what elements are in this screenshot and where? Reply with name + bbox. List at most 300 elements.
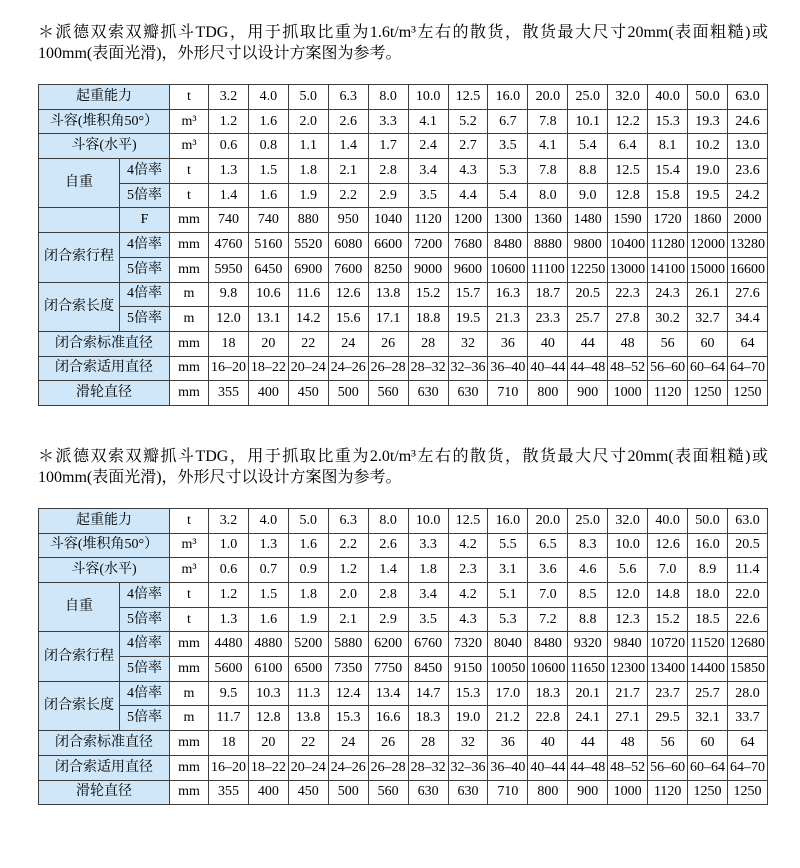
value-cell: 6080 xyxy=(328,233,368,258)
row-label: 闭合索长度 xyxy=(39,282,120,331)
unit-cell: t xyxy=(170,183,209,208)
value-cell: 20.1 xyxy=(568,681,608,706)
value-cell: 30.2 xyxy=(648,307,688,332)
value-cell: 1.8 xyxy=(288,583,328,608)
value-cell: 710 xyxy=(488,381,528,406)
value-cell: 12.5 xyxy=(608,159,648,184)
value-cell: 16–20 xyxy=(209,356,249,381)
value-cell: 16.0 xyxy=(688,533,728,558)
value-cell: 7750 xyxy=(368,657,408,682)
value-cell: 56–60 xyxy=(648,356,688,381)
table-row xyxy=(39,183,768,208)
value-cell: 12.5 xyxy=(448,85,488,110)
value-cell: 800 xyxy=(528,381,568,406)
value-cell: 1250 xyxy=(688,780,728,805)
row-label: 自重 xyxy=(39,583,120,632)
value-cell: 5880 xyxy=(328,632,368,657)
value-cell: 11.4 xyxy=(727,558,767,583)
value-cell: 8.5 xyxy=(568,583,608,608)
value-cell: 6760 xyxy=(408,632,448,657)
value-cell: 8480 xyxy=(488,233,528,258)
value-cell: 1000 xyxy=(608,381,648,406)
table-row xyxy=(39,533,768,558)
value-cell: 4.3 xyxy=(448,607,488,632)
value-cell: 18.3 xyxy=(528,681,568,706)
value-cell: 8.3 xyxy=(568,533,608,558)
value-cell: 450 xyxy=(288,381,328,406)
value-cell: 2.8 xyxy=(368,583,408,608)
value-cell: 19.5 xyxy=(688,183,728,208)
row-label: 闭合索长度 xyxy=(39,681,120,730)
value-cell: 1.9 xyxy=(288,183,328,208)
value-cell: 9.8 xyxy=(209,282,249,307)
value-cell: 9000 xyxy=(408,257,448,282)
row-label: 滑轮直径 xyxy=(39,780,170,805)
row-sublabel: 4倍率 xyxy=(120,632,170,657)
value-cell: 28–32 xyxy=(408,755,448,780)
value-cell: 20 xyxy=(248,331,288,356)
intro-paragraph: ＊派德双索双瓣抓斗TDG，用于抓取比重为2.0t/m³左右的散货，散货最大尺寸20mm(表面粗糙)或100mm(表面光滑)，外形尺寸以设计方案图为参考。 xyxy=(38,447,768,486)
value-cell: 10600 xyxy=(528,657,568,682)
value-cell: 28 xyxy=(408,331,448,356)
value-cell: 56–60 xyxy=(648,755,688,780)
value-cell: 1250 xyxy=(688,381,728,406)
value-cell: 2.9 xyxy=(368,183,408,208)
value-cell: 1.2 xyxy=(209,583,249,608)
value-cell: 2.6 xyxy=(368,533,408,558)
value-cell: 8.0 xyxy=(368,508,408,533)
value-cell: 18–22 xyxy=(248,755,288,780)
value-cell: 0.6 xyxy=(209,558,249,583)
value-cell: 1.7 xyxy=(368,134,408,159)
value-cell: 40.0 xyxy=(648,85,688,110)
value-cell: 14.7 xyxy=(408,681,448,706)
value-cell: 13.4 xyxy=(368,681,408,706)
value-cell: 2.3 xyxy=(448,558,488,583)
unit-cell: m xyxy=(170,681,209,706)
table-row xyxy=(39,159,768,184)
value-cell: 740 xyxy=(209,208,249,233)
row-label: 起重能力 xyxy=(39,85,170,110)
value-cell: 1.5 xyxy=(248,583,288,608)
value-cell: 8450 xyxy=(408,657,448,682)
unit-cell: m xyxy=(170,706,209,731)
value-cell: 17.0 xyxy=(488,681,528,706)
value-cell: 44–48 xyxy=(568,356,608,381)
value-cell: 14400 xyxy=(688,657,728,682)
value-cell: 5.4 xyxy=(488,183,528,208)
value-cell: 12.2 xyxy=(608,109,648,134)
value-cell: 500 xyxy=(328,381,368,406)
value-cell: 1.2 xyxy=(209,109,249,134)
value-cell: 33.7 xyxy=(727,706,767,731)
value-cell: 5.6 xyxy=(608,558,648,583)
value-cell: 18 xyxy=(209,731,249,756)
value-cell: 64 xyxy=(727,331,767,356)
value-cell: 14100 xyxy=(648,257,688,282)
unit-cell: mm xyxy=(170,356,209,381)
value-cell: 16.0 xyxy=(488,508,528,533)
value-cell: 10720 xyxy=(648,632,688,657)
table-row xyxy=(39,356,768,381)
row-label: 自重 xyxy=(39,159,120,208)
value-cell: 56 xyxy=(648,731,688,756)
value-cell: 900 xyxy=(568,780,608,805)
value-cell: 32 xyxy=(448,731,488,756)
value-cell: 6.4 xyxy=(608,134,648,159)
value-cell: 630 xyxy=(408,780,448,805)
value-cell: 12.6 xyxy=(328,282,368,307)
value-cell: 8040 xyxy=(488,632,528,657)
value-cell: 3.5 xyxy=(408,607,448,632)
value-cell: 2.0 xyxy=(288,109,328,134)
value-cell: 10.2 xyxy=(688,134,728,159)
row-label: 滑轮直径 xyxy=(39,381,170,406)
row-sublabel: 5倍率 xyxy=(120,657,170,682)
value-cell: 10.6 xyxy=(248,282,288,307)
value-cell: 1.6 xyxy=(248,607,288,632)
value-cell: 1.6 xyxy=(248,183,288,208)
value-cell: 15.3 xyxy=(448,681,488,706)
value-cell: 20 xyxy=(248,731,288,756)
value-cell: 7680 xyxy=(448,233,488,258)
value-cell: 8250 xyxy=(368,257,408,282)
value-cell: 1.5 xyxy=(248,159,288,184)
value-cell: 6100 xyxy=(248,657,288,682)
value-cell: 44–48 xyxy=(568,755,608,780)
value-cell: 19.0 xyxy=(688,159,728,184)
value-cell: 11.7 xyxy=(209,706,249,731)
unit-cell: mm xyxy=(170,208,209,233)
value-cell: 25.0 xyxy=(568,85,608,110)
value-cell: 22.8 xyxy=(528,706,568,731)
value-cell: 12250 xyxy=(568,257,608,282)
value-cell: 12.8 xyxy=(608,183,648,208)
value-cell: 12.4 xyxy=(328,681,368,706)
value-cell: 19.3 xyxy=(688,109,728,134)
value-cell: 1250 xyxy=(727,780,767,805)
table-row xyxy=(39,632,768,657)
value-cell: 6.5 xyxy=(528,533,568,558)
table-row xyxy=(39,307,768,332)
value-cell: 23.3 xyxy=(528,307,568,332)
value-cell: 6900 xyxy=(288,257,328,282)
value-cell: 15.8 xyxy=(648,183,688,208)
value-cell: 5.5 xyxy=(488,533,528,558)
value-cell: 17.1 xyxy=(368,307,408,332)
value-cell: 44 xyxy=(568,331,608,356)
value-cell: 7.0 xyxy=(648,558,688,583)
value-cell: 24.6 xyxy=(727,109,767,134)
value-cell: 1360 xyxy=(528,208,568,233)
value-cell: 880 xyxy=(288,208,328,233)
unit-cell: t xyxy=(170,607,209,632)
value-cell: 36–40 xyxy=(488,755,528,780)
value-cell: 20.5 xyxy=(727,533,767,558)
unit-cell: mm xyxy=(170,257,209,282)
value-cell: 5200 xyxy=(288,632,328,657)
value-cell: 22.0 xyxy=(727,583,767,608)
value-cell: 27.8 xyxy=(608,307,648,332)
value-cell: 5.3 xyxy=(488,159,528,184)
value-cell: 5160 xyxy=(248,233,288,258)
value-cell: 32.7 xyxy=(688,307,728,332)
value-cell: 740 xyxy=(248,208,288,233)
value-cell: 560 xyxy=(368,381,408,406)
value-cell: 3.4 xyxy=(408,583,448,608)
unit-cell: t xyxy=(170,159,209,184)
value-cell: 7200 xyxy=(408,233,448,258)
table-row xyxy=(39,134,768,159)
value-cell: 800 xyxy=(528,780,568,805)
table-row xyxy=(39,508,768,533)
value-cell: 60 xyxy=(688,331,728,356)
value-cell: 1.4 xyxy=(328,134,368,159)
table-row xyxy=(39,657,768,682)
row-sublabel: 5倍率 xyxy=(120,257,170,282)
unit-cell: m³ xyxy=(170,109,209,134)
row-label: 闭合索标准直径 xyxy=(39,731,170,756)
unit-cell: m xyxy=(170,282,209,307)
value-cell: 1.3 xyxy=(248,533,288,558)
table-row xyxy=(39,282,768,307)
table-row xyxy=(39,681,768,706)
row-label: 斗容(水平) xyxy=(39,558,170,583)
row-label: 起重能力 xyxy=(39,508,170,533)
value-cell: 22 xyxy=(288,331,328,356)
value-cell: 2.8 xyxy=(368,159,408,184)
table-row xyxy=(39,381,768,406)
value-cell: 1120 xyxy=(648,780,688,805)
value-cell: 0.8 xyxy=(248,134,288,159)
value-cell: 32–36 xyxy=(448,755,488,780)
value-cell: 16.6 xyxy=(368,706,408,731)
value-cell: 7350 xyxy=(328,657,368,682)
value-cell: 63.0 xyxy=(727,85,767,110)
value-cell: 400 xyxy=(248,780,288,805)
value-cell: 40 xyxy=(528,731,568,756)
value-cell: 630 xyxy=(408,381,448,406)
value-cell: 24–26 xyxy=(328,755,368,780)
value-cell: 15.6 xyxy=(328,307,368,332)
value-cell: 20–24 xyxy=(288,755,328,780)
table-row xyxy=(39,109,768,134)
value-cell: 64 xyxy=(727,731,767,756)
value-cell: 4.4 xyxy=(448,183,488,208)
value-cell: 3.3 xyxy=(408,533,448,558)
value-cell: 21.2 xyxy=(488,706,528,731)
value-cell: 6.3 xyxy=(328,85,368,110)
value-cell: 11100 xyxy=(528,257,568,282)
value-cell: 15.7 xyxy=(448,282,488,307)
value-cell: 7.8 xyxy=(528,159,568,184)
value-cell: 7600 xyxy=(328,257,368,282)
value-cell: 36 xyxy=(488,331,528,356)
value-cell: 1.4 xyxy=(209,183,249,208)
table-row xyxy=(39,731,768,756)
value-cell: 12000 xyxy=(688,233,728,258)
value-cell: 48–52 xyxy=(608,755,648,780)
table-row xyxy=(39,583,768,608)
value-cell: 400 xyxy=(248,381,288,406)
value-cell: 4.2 xyxy=(448,533,488,558)
table-row xyxy=(39,755,768,780)
unit-cell: t xyxy=(170,583,209,608)
value-cell: 40.0 xyxy=(648,508,688,533)
value-cell: 1.4 xyxy=(368,558,408,583)
row-label: 闭合索标准直径 xyxy=(39,331,170,356)
value-cell: 3.4 xyxy=(408,159,448,184)
value-cell: 15000 xyxy=(688,257,728,282)
value-cell: 22 xyxy=(288,731,328,756)
value-cell: 15.3 xyxy=(328,706,368,731)
spec-table xyxy=(38,84,768,406)
value-cell: 1590 xyxy=(608,208,648,233)
value-cell: 26 xyxy=(368,331,408,356)
unit-cell: t xyxy=(170,85,209,110)
value-cell: 11.3 xyxy=(288,681,328,706)
value-cell: 18.3 xyxy=(408,706,448,731)
value-cell: 4.1 xyxy=(528,134,568,159)
value-cell: 13000 xyxy=(608,257,648,282)
value-cell: 18–22 xyxy=(248,356,288,381)
value-cell: 5520 xyxy=(288,233,328,258)
row-label: 闭合索行程 xyxy=(39,632,120,681)
value-cell: 44 xyxy=(568,731,608,756)
value-cell: 23.7 xyxy=(648,681,688,706)
value-cell: 5.3 xyxy=(488,607,528,632)
value-cell: 6600 xyxy=(368,233,408,258)
value-cell: 1300 xyxy=(488,208,528,233)
value-cell: 1200 xyxy=(448,208,488,233)
value-cell: 8.1 xyxy=(648,134,688,159)
section-tdg-1-6 xyxy=(38,22,768,406)
value-cell: 60–64 xyxy=(688,755,728,780)
table-row xyxy=(39,233,768,258)
value-cell: 20.5 xyxy=(568,282,608,307)
value-cell: 40 xyxy=(528,331,568,356)
value-cell: 630 xyxy=(448,780,488,805)
value-cell: 8.0 xyxy=(528,183,568,208)
row-sublabel: 5倍率 xyxy=(120,607,170,632)
value-cell: 1.8 xyxy=(288,159,328,184)
value-cell: 4480 xyxy=(209,632,249,657)
value-cell: 36–40 xyxy=(488,356,528,381)
value-cell: 25.7 xyxy=(688,681,728,706)
value-cell: 13.0 xyxy=(727,134,767,159)
value-cell: 12.3 xyxy=(608,607,648,632)
value-cell: 8.8 xyxy=(568,159,608,184)
value-cell: 4.2 xyxy=(448,583,488,608)
value-cell: 450 xyxy=(288,780,328,805)
value-cell: 24.1 xyxy=(568,706,608,731)
row-sublabel: 4倍率 xyxy=(120,583,170,608)
value-cell: 4880 xyxy=(248,632,288,657)
value-cell: 24.3 xyxy=(648,282,688,307)
value-cell: 9.0 xyxy=(568,183,608,208)
row-sublabel: 4倍率 xyxy=(120,681,170,706)
value-cell: 2.7 xyxy=(448,134,488,159)
value-cell: 60 xyxy=(688,731,728,756)
value-cell: 0.9 xyxy=(288,558,328,583)
unit-cell: mm xyxy=(170,632,209,657)
value-cell: 13280 xyxy=(727,233,767,258)
table-row xyxy=(39,331,768,356)
value-cell: 15850 xyxy=(727,657,767,682)
value-cell: 0.7 xyxy=(248,558,288,583)
spec-table xyxy=(38,508,768,805)
value-cell: 28.0 xyxy=(727,681,767,706)
value-cell: 22.3 xyxy=(608,282,648,307)
table-row xyxy=(39,706,768,731)
value-cell: 12.8 xyxy=(248,706,288,731)
value-cell: 2.4 xyxy=(408,134,448,159)
row-sublabel: 5倍率 xyxy=(120,307,170,332)
value-cell: 1.9 xyxy=(288,607,328,632)
value-cell: 9600 xyxy=(448,257,488,282)
value-cell: 2.6 xyxy=(328,109,368,134)
row-sublabel: 4倍率 xyxy=(120,282,170,307)
value-cell: 1.8 xyxy=(408,558,448,583)
value-cell: 4.0 xyxy=(248,85,288,110)
value-cell: 11.6 xyxy=(288,282,328,307)
value-cell: 3.5 xyxy=(408,183,448,208)
value-cell: 5.0 xyxy=(288,85,328,110)
value-cell: 18.5 xyxy=(688,607,728,632)
value-cell: 40–44 xyxy=(528,755,568,780)
value-cell: 29.5 xyxy=(648,706,688,731)
value-cell: 19.0 xyxy=(448,706,488,731)
value-cell: 4.0 xyxy=(248,508,288,533)
value-cell: 6450 xyxy=(248,257,288,282)
value-cell: 1.3 xyxy=(209,607,249,632)
value-cell: 9150 xyxy=(448,657,488,682)
value-cell: 7.0 xyxy=(528,583,568,608)
value-cell: 34.4 xyxy=(727,307,767,332)
value-cell: 16600 xyxy=(727,257,767,282)
unit-cell: mm xyxy=(170,233,209,258)
value-cell: 28–32 xyxy=(408,356,448,381)
value-cell: 26–28 xyxy=(368,356,408,381)
row-label: 斗容(水平) xyxy=(39,134,170,159)
row-label: 斗容(堆积角50°） xyxy=(39,109,170,134)
value-cell: 710 xyxy=(488,780,528,805)
value-cell: 0.6 xyxy=(209,134,249,159)
value-cell: 13.8 xyxy=(368,282,408,307)
unit-cell: mm xyxy=(170,731,209,756)
value-cell: 4.1 xyxy=(408,109,448,134)
value-cell: 1.3 xyxy=(209,159,249,184)
value-cell: 13.8 xyxy=(288,706,328,731)
value-cell: 2.0 xyxy=(328,583,368,608)
unit-cell: mm xyxy=(170,331,209,356)
value-cell: 40–44 xyxy=(528,356,568,381)
value-cell: 18.8 xyxy=(408,307,448,332)
value-cell: 950 xyxy=(328,208,368,233)
value-cell: 27.6 xyxy=(727,282,767,307)
value-cell: 355 xyxy=(209,381,249,406)
row-label: 闭合索行程 xyxy=(39,233,120,282)
value-cell: 50.0 xyxy=(688,508,728,533)
value-cell: 24.2 xyxy=(727,183,767,208)
unit-cell: m³ xyxy=(170,533,209,558)
value-cell: 48 xyxy=(608,731,648,756)
value-cell: 9.5 xyxy=(209,681,249,706)
value-cell: 25.7 xyxy=(568,307,608,332)
value-cell: 23.6 xyxy=(727,159,767,184)
value-cell: 28 xyxy=(408,731,448,756)
value-cell: 18.7 xyxy=(528,282,568,307)
